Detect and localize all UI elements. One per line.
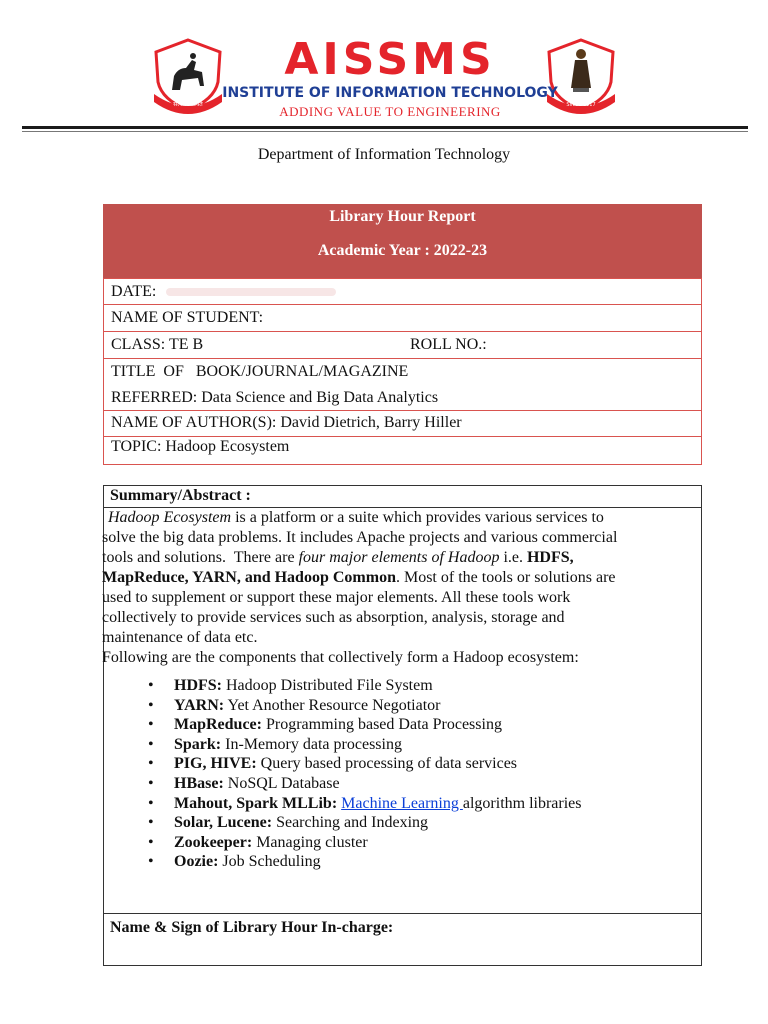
item-term: Zookeeper: <box>174 833 253 851</box>
summary-text: . Most of the tools or solutions are <box>395 569 616 586</box>
summary-bold: HDFS, <box>526 549 574 566</box>
brand-block <box>200 36 580 120</box>
author-label: NAME OF AUTHOR(S): David Dietrich, Barry Hiller <box>111 414 462 431</box>
summary-text: tools and solutions. There are <box>102 549 299 566</box>
item-term: PIG, HIVE: <box>174 755 257 773</box>
title-row <box>103 359 702 411</box>
summary-text: maintenance of data etc. <box>102 629 258 646</box>
institute-tagline: ADDING VALUE TO ENGINEERING <box>279 104 501 119</box>
list-item <box>148 774 582 794</box>
roll-label: ROLL NO.: <box>410 336 487 353</box>
date-row <box>103 278 702 305</box>
item-desc: Searching and Indexing <box>272 814 429 832</box>
item-desc: Programming based Data Processing <box>261 716 502 734</box>
signature-label: Name & Sign of Library Hour In-charge: <box>110 919 394 936</box>
topic-row <box>103 437 702 465</box>
item-term: HDFS: <box>174 677 222 694</box>
summary-text: solve the big data problems. It includes Apache projects and various commercial <box>102 529 618 546</box>
summary-box <box>103 485 702 966</box>
class-row <box>103 332 702 359</box>
bullet: • <box>148 716 154 734</box>
report-header <box>103 204 702 278</box>
bullet: • <box>148 774 154 792</box>
student-label: NAME OF STUDENT: <box>111 309 264 326</box>
date-label: DATE: <box>111 283 157 300</box>
item-desc: Hadoop Distributed File System <box>222 677 433 694</box>
header-divider-thin <box>22 131 748 132</box>
class-label: CLASS: TE B <box>111 336 204 353</box>
academic-year: Academic Year : 2022-23 <box>317 242 488 259</box>
item-term: Mahout, Spark MLLib: <box>174 794 338 812</box>
item-term: Spark: <box>174 735 222 753</box>
hadoop-ecosystem-term: Hadoop Ecosystem <box>108 509 232 526</box>
item-desc: In-Memory data processing <box>221 735 402 753</box>
item-term: HBase: <box>174 774 224 792</box>
bullet: • <box>148 696 154 714</box>
title-label-line2: REFERRED: Data Science and Big Data Analytics <box>111 389 439 406</box>
list-item <box>148 794 582 814</box>
item-desc: Managing cluster <box>252 833 368 851</box>
bullet: • <box>148 814 154 832</box>
summary-italic: four major elements of Hadoop <box>298 549 500 566</box>
item-desc: algorithm libraries <box>462 794 582 812</box>
summary-text: is a platform or a suite which provides various services to <box>231 509 604 526</box>
list-item <box>148 715 582 735</box>
student-row <box>103 305 702 332</box>
institute-name: INSTITUTE OF INFORMATION TECHNOLOGY <box>222 85 558 101</box>
list-item <box>148 833 582 853</box>
bullet: • <box>148 735 154 753</box>
summary-text: Following are the components that collectively form a Hadoop ecosystem: <box>102 649 579 666</box>
item-term: MapReduce: <box>174 716 262 734</box>
report-title: Library Hour Report <box>329 208 476 225</box>
item-term: Oozie: <box>174 853 219 871</box>
summary-text: collectively to provide services such as absorption, analysis, storage and <box>102 609 565 626</box>
bullet: • <box>148 853 154 871</box>
header-divider <box>22 126 748 129</box>
summary-text: i.e. <box>499 549 527 566</box>
brand-name: AISSMS <box>284 34 496 85</box>
bullet: • <box>148 833 154 851</box>
item-term: YARN: <box>174 696 225 714</box>
department-title: Department of Information Technology <box>257 146 511 163</box>
component-list <box>148 676 582 872</box>
right-emblem-since: SINCE 1917 <box>566 102 596 108</box>
title-label-line1: TITLE OF BOOK/JOURNAL/MAGAZINE <box>111 363 409 380</box>
item-desc: Query based processing of data services <box>256 755 518 773</box>
letterhead <box>0 0 768 140</box>
redaction-mark <box>166 288 336 296</box>
list-item <box>148 735 582 755</box>
topic-label: TOPIC: Hadoop Ecosystem <box>111 438 290 455</box>
report-info-table <box>103 204 702 465</box>
summary-title: Summary/Abstract : <box>104 486 701 508</box>
item-desc: Yet Another Resource Negotiator <box>224 696 441 714</box>
summary-text: used to supplement or support these major elements. All these tools work <box>102 589 571 606</box>
item-term: Solar, Lucene: <box>174 814 273 832</box>
list-item <box>148 754 582 774</box>
summary-bold: MapReduce, YARN, and Hadoop Common <box>102 569 396 586</box>
list-item <box>148 676 582 696</box>
bullet: • <box>148 755 154 773</box>
list-item <box>148 852 582 872</box>
left-emblem-motto: सत्यमेव जयते <box>173 101 203 108</box>
item-desc: Job Scheduling <box>218 853 321 871</box>
list-item <box>148 696 582 716</box>
summary-body <box>104 508 724 668</box>
bullet: • <box>148 794 154 812</box>
machine-learning-link[interactable]: Machine Learning <box>341 794 463 812</box>
list-item <box>148 813 582 833</box>
bullet: • <box>148 677 154 694</box>
signature-row <box>104 913 701 966</box>
author-row <box>103 411 702 437</box>
item-desc: NoSQL Database <box>223 774 340 792</box>
